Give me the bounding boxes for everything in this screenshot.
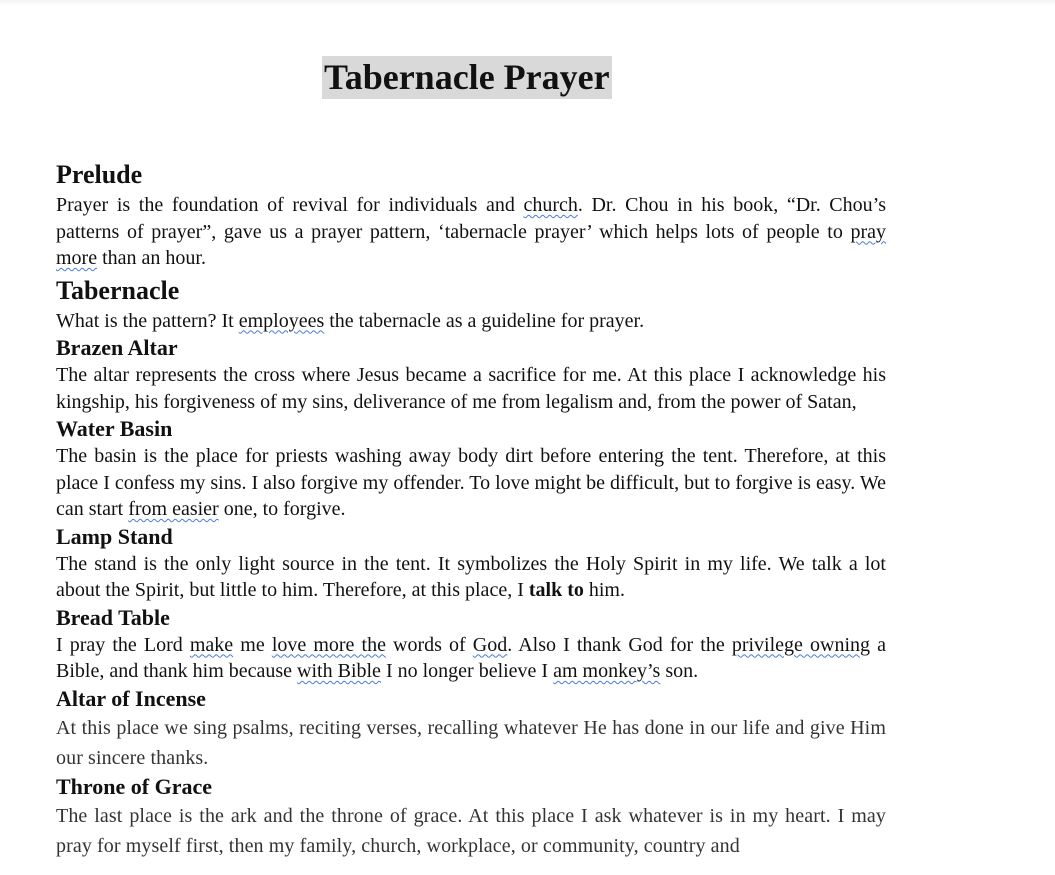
- spellcheck-flag[interactable]: church: [523, 194, 578, 216]
- paragraph-throne-of-grace[interactable]: The last place is the ark and the throne of grace. At this place I ask whatever is in my heart. I may pray for myself first, then my family, church, workplace, or community, country and: [56, 804, 886, 857]
- heading-water-basin: Water Basin: [56, 416, 173, 441]
- spellcheck-flag[interactable]: employees: [238, 309, 325, 332]
- spellcheck-flag[interactable]: privilege owning: [731, 633, 871, 656]
- paragraph-water-basin[interactable]: The basin is the place for priests washing away body dirt before entering the tent. Therefore, at this place I confess my sins. I also forgive my offender. To love might be difficult, but to forgive is easy. We can start from easier one, to forgive.: [56, 445, 886, 520]
- spellcheck-flag[interactable]: make: [189, 633, 234, 656]
- spellcheck-flag[interactable]: from easier: [128, 498, 219, 520]
- spellcheck-flag[interactable]: am monkey’s: [553, 660, 661, 682]
- paragraph-altar-of-incense[interactable]: At this place we sing psalms, reciting verses, recalling whatever He has done in our life and give Him our sincere thanks.: [56, 716, 886, 769]
- heading-tabernacle: Tabernacle: [56, 275, 180, 305]
- heading-brazen-altar: Brazen Altar: [56, 335, 178, 360]
- paragraph-lamp-stand[interactable]: The stand is the only light source in the tent. It symbolizes the Holy Spirit in my life. We talk a lot about the Spirit, but little to him. Therefore, at this place, I talk to him.: [56, 552, 886, 601]
- paragraph-prelude[interactable]: Prayer is the foundation of revival for individuals and church. Dr. Chou in his book, “Dr. Chou’s patterns of prayer”, gave us a prayer pattern, ‘tabernacle prayer’ which helps lots of people to pray more than an hour.: [56, 194, 886, 269]
- bold-text: talk to: [528, 579, 584, 601]
- heading-throne-of-grace: Throne of Grace: [56, 773, 213, 799]
- heading-lamp-stand: Lamp Stand: [56, 523, 173, 549]
- paragraph-tabernacle[interactable]: What is the pattern? It employees the tabernacle as a guideline for prayer.: [56, 309, 645, 332]
- spellcheck-flag[interactable]: pray more: [56, 220, 886, 269]
- paragraph-brazen-altar[interactable]: The altar represents the cross where Jesus became a sacrifice for me. At this place I acknowledge his kingship, his forgiveness of my sins, deliverance of me from legalism and, from the power of Satan,: [56, 364, 886, 413]
- spellcheck-flag[interactable]: God: [472, 633, 508, 656]
- window-top-edge: [0, 0, 1055, 6]
- heading-bread-table: Bread Table: [56, 604, 170, 630]
- heading-altar-of-incense: Altar of Incense: [56, 685, 206, 711]
- spellcheck-flag[interactable]: love more the: [271, 633, 386, 656]
- spellcheck-flag[interactable]: with Bible: [297, 660, 381, 682]
- heading-prelude: Prelude: [56, 160, 143, 189]
- document-body[interactable]: [56, 158, 886, 861]
- paragraph-bread-table[interactable]: I pray the Lord make me love more the words of God. Also I thank God for the privilege owning a Bible, and thank him because with Bible I no longer believe I am monkey’s son.: [56, 633, 886, 682]
- document-title: Tabernacle Prayer: [324, 57, 610, 97]
